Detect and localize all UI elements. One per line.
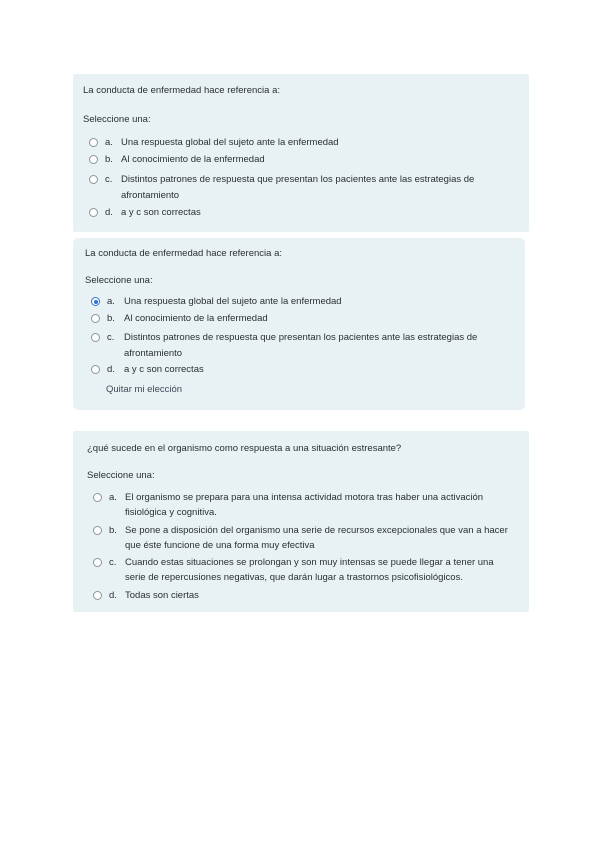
radio-button[interactable] <box>89 155 98 164</box>
question-card-2 <box>73 238 525 410</box>
radio-button[interactable] <box>93 558 102 567</box>
option-label: Se pone a disposición del organismo una serie de recursos excepcionales que van a hacer que éste funcione de una forma muy efectiva <box>125 525 508 551</box>
option-letter: c. <box>107 332 115 343</box>
option-letter: c. <box>109 557 117 568</box>
radio-button[interactable] <box>93 526 102 535</box>
question-text: La conducta de enfermedad hace referencia a: <box>85 248 282 259</box>
option-letter: d. <box>109 590 117 601</box>
option-letter: b. <box>107 313 115 324</box>
question-card-3 <box>73 431 529 612</box>
radio-button[interactable] <box>91 365 100 374</box>
question-text: La conducta de enfermedad hace referencia a: <box>83 85 280 96</box>
option-letter: d. <box>107 364 115 375</box>
option-label: Todas son ciertas <box>125 590 199 601</box>
option-label: Cuando estas situaciones se prolongan y son muy intensas se puede llegar a tener una serie de repercusiones negativas, que darán lugar a trastornos psicofisiológicos. <box>125 557 494 583</box>
select-prompt: Seleccione una: <box>83 114 151 125</box>
option-label: Distintos patrones de respuesta que presentan los pacientes ante las estrategias de afrontamiento <box>124 332 478 359</box>
radio-button[interactable] <box>93 493 102 502</box>
option-letter: b. <box>105 154 113 165</box>
option-label: Distintos patrones de respuesta que presentan los pacientes ante las estrategias de afrontamiento <box>121 174 475 201</box>
option-label: Una respuesta global del sujeto ante la enfermedad <box>124 296 342 307</box>
option-label: a y c son correctas <box>124 364 204 375</box>
radio-button[interactable] <box>91 333 100 342</box>
radio-button[interactable] <box>89 138 98 147</box>
question-card-1 <box>73 74 529 232</box>
option-label: Al conocimiento de la enfermedad <box>121 154 265 165</box>
option-letter: d. <box>105 207 113 218</box>
radio-button[interactable] <box>93 591 102 600</box>
option-letter: a. <box>107 296 115 307</box>
option-letter: c. <box>105 174 113 185</box>
select-prompt: Seleccione una: <box>85 275 153 286</box>
select-prompt: Seleccione una: <box>87 470 155 481</box>
radio-button-selected[interactable] <box>91 297 100 306</box>
option-label: El organismo se prepara para una intensa actividad motora tras haber una activación fisiológica y cognitiva. <box>125 492 484 518</box>
option-label: Una respuesta global del sujeto ante la enfermedad <box>121 137 339 148</box>
option-letter: a. <box>105 137 113 148</box>
radio-button[interactable] <box>89 208 98 217</box>
radio-button[interactable] <box>89 175 98 184</box>
option-letter: b. <box>109 525 117 536</box>
radio-button[interactable] <box>91 314 100 323</box>
clear-choice-link[interactable]: Quitar mi elección <box>106 384 183 395</box>
option-letter: a. <box>109 492 117 503</box>
question-text: ¿qué sucede en el organismo como respuesta a una situación estresante? <box>87 443 402 454</box>
option-label: a y c son correctas <box>121 207 201 218</box>
option-label: Al conocimiento de la enfermedad <box>124 313 268 324</box>
